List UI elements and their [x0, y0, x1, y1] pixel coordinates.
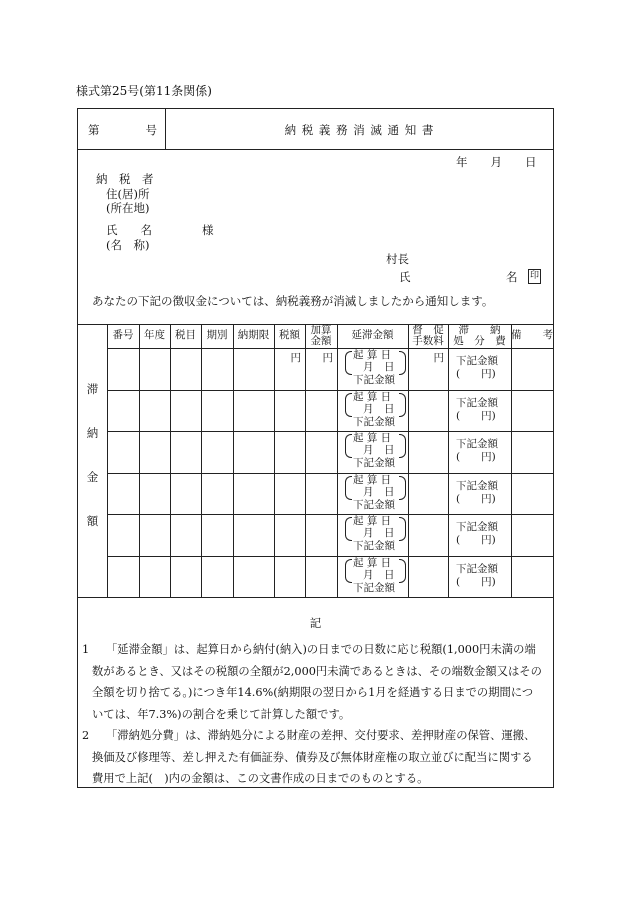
date-line: 年 月 日 [456, 155, 537, 169]
start-date-label: 起 算 日 [353, 432, 392, 444]
bracket-right [399, 434, 406, 458]
bracket-left [345, 559, 352, 583]
column-header: 税額 [279, 329, 300, 341]
disposal-amount-yen: ( 円) [456, 492, 496, 505]
disposal-amount-label: 下記金額 [456, 438, 498, 450]
column-header: 備 考 [511, 329, 553, 341]
side-label-char: 納 [86, 426, 99, 440]
disposal-amount-yen: ( 円) [456, 368, 496, 380]
column-header: 滞 納 処 分 費 [453, 324, 506, 347]
form-number: 様式第25号(第11条関係) [76, 84, 212, 98]
seal-icon: 印 [528, 269, 541, 284]
amount-below-label: 下記金額 [353, 415, 395, 428]
bracket-left [345, 393, 352, 417]
side-label-char: 金 [86, 470, 99, 484]
disposal-amount-yen: ( 円) [456, 451, 496, 463]
bracket-right [399, 351, 406, 375]
column-header: 年度 [144, 329, 165, 341]
month-day-label: 月 日 [363, 527, 395, 539]
number-label: 第 号 [88, 123, 157, 137]
address-label: 住(居)所 [106, 187, 150, 201]
month-day-label: 月 日 [363, 361, 395, 373]
bracket-right [399, 393, 406, 417]
amount-below-label: 下記金額 [353, 374, 395, 386]
disposal-amount-label: 下記金額 [456, 355, 498, 367]
disposal-amount-yen: ( 円) [456, 409, 496, 422]
month-day-label: 月 日 [363, 485, 395, 498]
column-header: 期別 [206, 329, 228, 341]
row-rule [107, 514, 553, 515]
side-label-char: 額 [86, 514, 99, 528]
disposal-amount-yen: ( 円) [456, 534, 496, 546]
note-number: 2 [82, 729, 90, 742]
disposal-amount-label: 下記金額 [456, 562, 498, 575]
column-header: 督 促 手数料 [412, 324, 444, 347]
start-date-label: 起 算 日 [353, 390, 392, 403]
note-line: いては、年7.3%)の割合を乗じて計算した額です。 [92, 707, 351, 721]
column-header: 番号 [112, 329, 134, 341]
note-line: 「滞納処分費」は、滞納処分による財産の差押、交付要求、差押財産の保管、運搬、 [106, 729, 536, 742]
notes-heading: 記 [309, 616, 322, 630]
note-line: 換価及び修理等、差し押えた有価証券、債券及び無体財産権の取立並びに配当に関する [92, 750, 533, 764]
bracket-left [345, 434, 352, 458]
table-bottom-rule [78, 597, 553, 598]
header-bottom-rule [78, 149, 553, 150]
row-rule [107, 556, 553, 557]
month-day-label: 月 日 [363, 444, 395, 456]
unit-label: 円 [322, 352, 333, 364]
amount-below-label: 下記金額 [353, 498, 395, 511]
column-header: 加算 金額 [310, 324, 332, 347]
amount-below-label: 下記金額 [353, 581, 395, 594]
address-alt-label: (所在地) [106, 201, 150, 215]
taxpayer-label: 納 税 者 [96, 172, 154, 186]
disposal-amount-label: 下記金額 [456, 521, 498, 533]
column-header: 税目 [175, 329, 196, 341]
note-line: 「延滞金額」は、起算日から納付(納入)の日までの日数に応じ税額(1,000円未満の端 [106, 643, 536, 656]
amount-below-label: 下記金額 [353, 540, 395, 552]
disposal-amount-label: 下記金額 [456, 396, 498, 409]
bracket-right [399, 476, 406, 500]
bracket-right [399, 559, 406, 583]
name-alt-label: (名 称) [106, 238, 150, 252]
disposal-amount-yen: ( 円) [456, 575, 496, 588]
honorific: 様 [202, 223, 214, 237]
note-line: 数があるとき、又はその税額の全額が2,000円未満であるときは、その端数金額又はその [92, 664, 542, 678]
bracket-left [345, 517, 352, 541]
side-label-char: 滞 [86, 382, 99, 396]
amount-below-label: 下記金額 [353, 457, 395, 469]
row-rule [107, 473, 553, 474]
start-date-label: 起 算 日 [353, 556, 392, 569]
village-head: 村長 [386, 252, 409, 266]
month-day-label: 月 日 [363, 402, 395, 415]
start-date-label: 起 算 日 [353, 515, 392, 527]
header-row-rule [107, 348, 553, 349]
row-rule [107, 390, 553, 391]
bracket-left [345, 351, 352, 375]
issuer-name-suffix: 名 [506, 270, 518, 284]
note-line: 費用で上記( )内の金額は、この文書作成の日までのものとする。 [92, 772, 429, 785]
bracket-left [345, 476, 352, 500]
start-date-label: 起 算 日 [353, 349, 392, 361]
bracket-right [399, 517, 406, 541]
column-header: 納期限 [237, 329, 270, 341]
note-line: 全額を切り捨てる。)につき年14.6%(納期限の翌日から1月を経過する日までの期間につ [92, 686, 534, 699]
notice-form [77, 108, 554, 788]
unit-label: 円 [433, 352, 444, 364]
start-date-label: 起 算 日 [353, 473, 392, 486]
column-header: 延滞金額 [351, 329, 394, 341]
note-number: 1 [82, 643, 90, 656]
issuer-name-prefix: 氏 [399, 270, 411, 284]
row-rule [107, 431, 553, 432]
month-day-label: 月 日 [363, 568, 395, 581]
delinquency-table [78, 324, 553, 597]
name-label: 氏 名 [106, 223, 152, 237]
notice-text: あなたの下記の徴収金については、納税義務が消滅しましたから通知します。 [92, 294, 494, 308]
document-title: 納 税 義 務 消 滅 通 知 書 [284, 123, 435, 137]
disposal-amount-label: 下記金額 [456, 479, 498, 492]
unit-label: 円 [290, 352, 301, 364]
